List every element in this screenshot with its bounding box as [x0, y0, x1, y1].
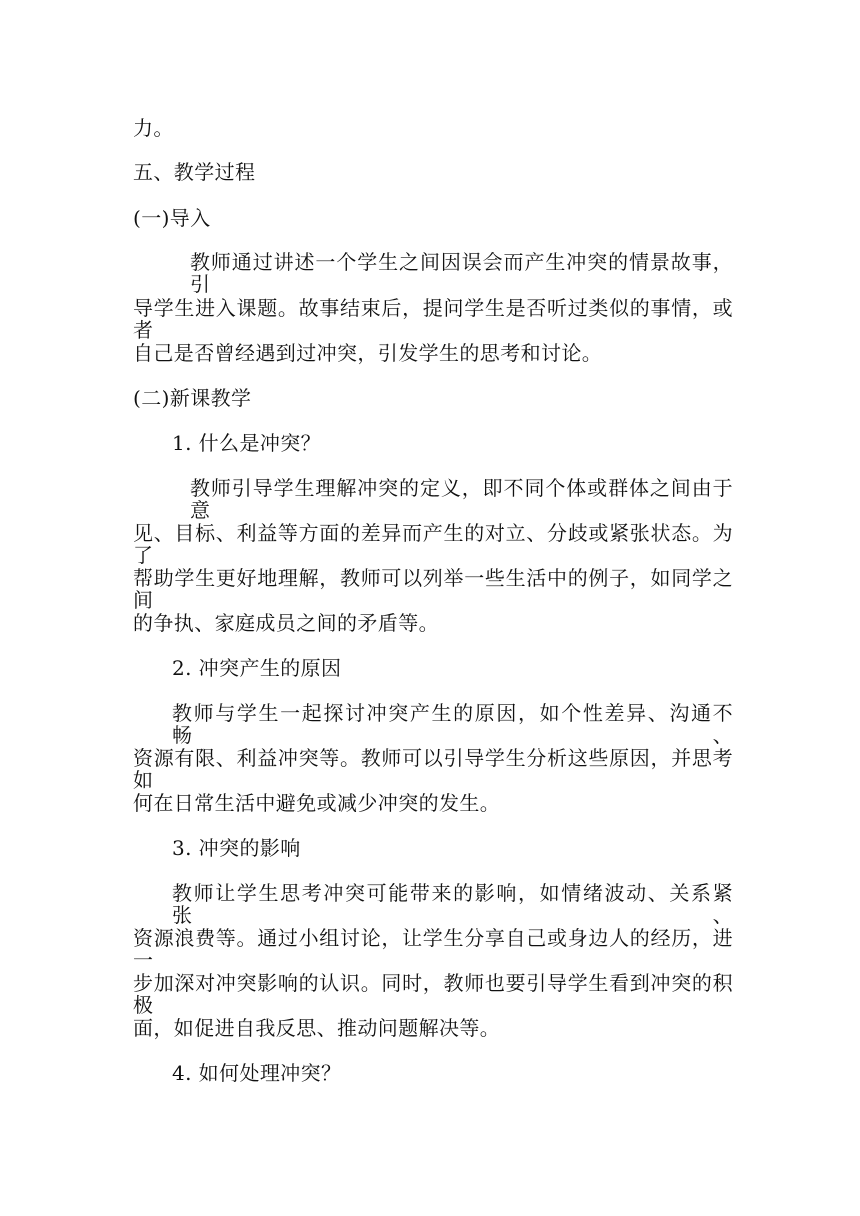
paragraph-line: 面，如促进自我反思、推动问题解决等。: [133, 1016, 501, 1040]
paragraph-line: 资源浪费等。通过小组讨论，让学生分享自己或身边人的经历，进一: [133, 926, 733, 972]
subsection-heading: (一)导入: [133, 206, 211, 230]
paragraph-line: 教师让学生思考冲突可能带来的影响，如情绪波动、关系紧张、: [172, 881, 733, 927]
paragraph-line: 导学生进入课题。故事结束后，提问学生是否听过类似的事情，或者: [133, 296, 733, 342]
paragraph-line: 见、目标、利益等方面的差异而产生的对立、分歧或紧张状态。为了: [133, 521, 733, 567]
paragraph-line: 教师与学生一起探讨冲突产生的原因，如个性差异、沟通不畅、: [172, 701, 733, 747]
subsection-heading: (二)新课教学: [133, 386, 252, 410]
paragraph-line: 帮助学生更好地理解，教师可以列举一些生活中的例子，如同学之间: [133, 566, 733, 612]
numbered-heading: 3. 冲突的影响: [172, 836, 301, 860]
paragraph-line: 的争执、家庭成员之间的矛盾等。: [133, 611, 439, 635]
numbered-heading: 1. 什么是冲突？: [172, 431, 322, 455]
numbered-heading: 2. 冲突产生的原因: [172, 656, 342, 680]
numbered-heading: 4. 如何处理冲突？: [172, 1061, 342, 1085]
paragraph-line: 教师引导学生理解冲突的定义，即不同个体或群体之间由于意: [190, 476, 733, 522]
paragraph-line: 步加深对冲突影响的认识。同时，教师也要引导学生看到冲突的积极: [133, 971, 733, 1017]
paragraph-line: 教师通过讲述一个学生之间因误会而产生冲突的情景故事，引: [190, 250, 733, 296]
paragraph-line: 自己是否曾经遇到过冲突，引发学生的思考和讨论。: [133, 341, 603, 365]
paragraph-line: 何在日常生活中避免或减少冲突的发生。: [133, 791, 501, 815]
paragraph-line: 资源有限、利益冲突等。教师可以引导学生分析这些原因，并思考如: [133, 746, 733, 792]
section-heading: 五、教学过程: [133, 160, 256, 184]
paragraph-continuation: 力。: [133, 116, 174, 140]
